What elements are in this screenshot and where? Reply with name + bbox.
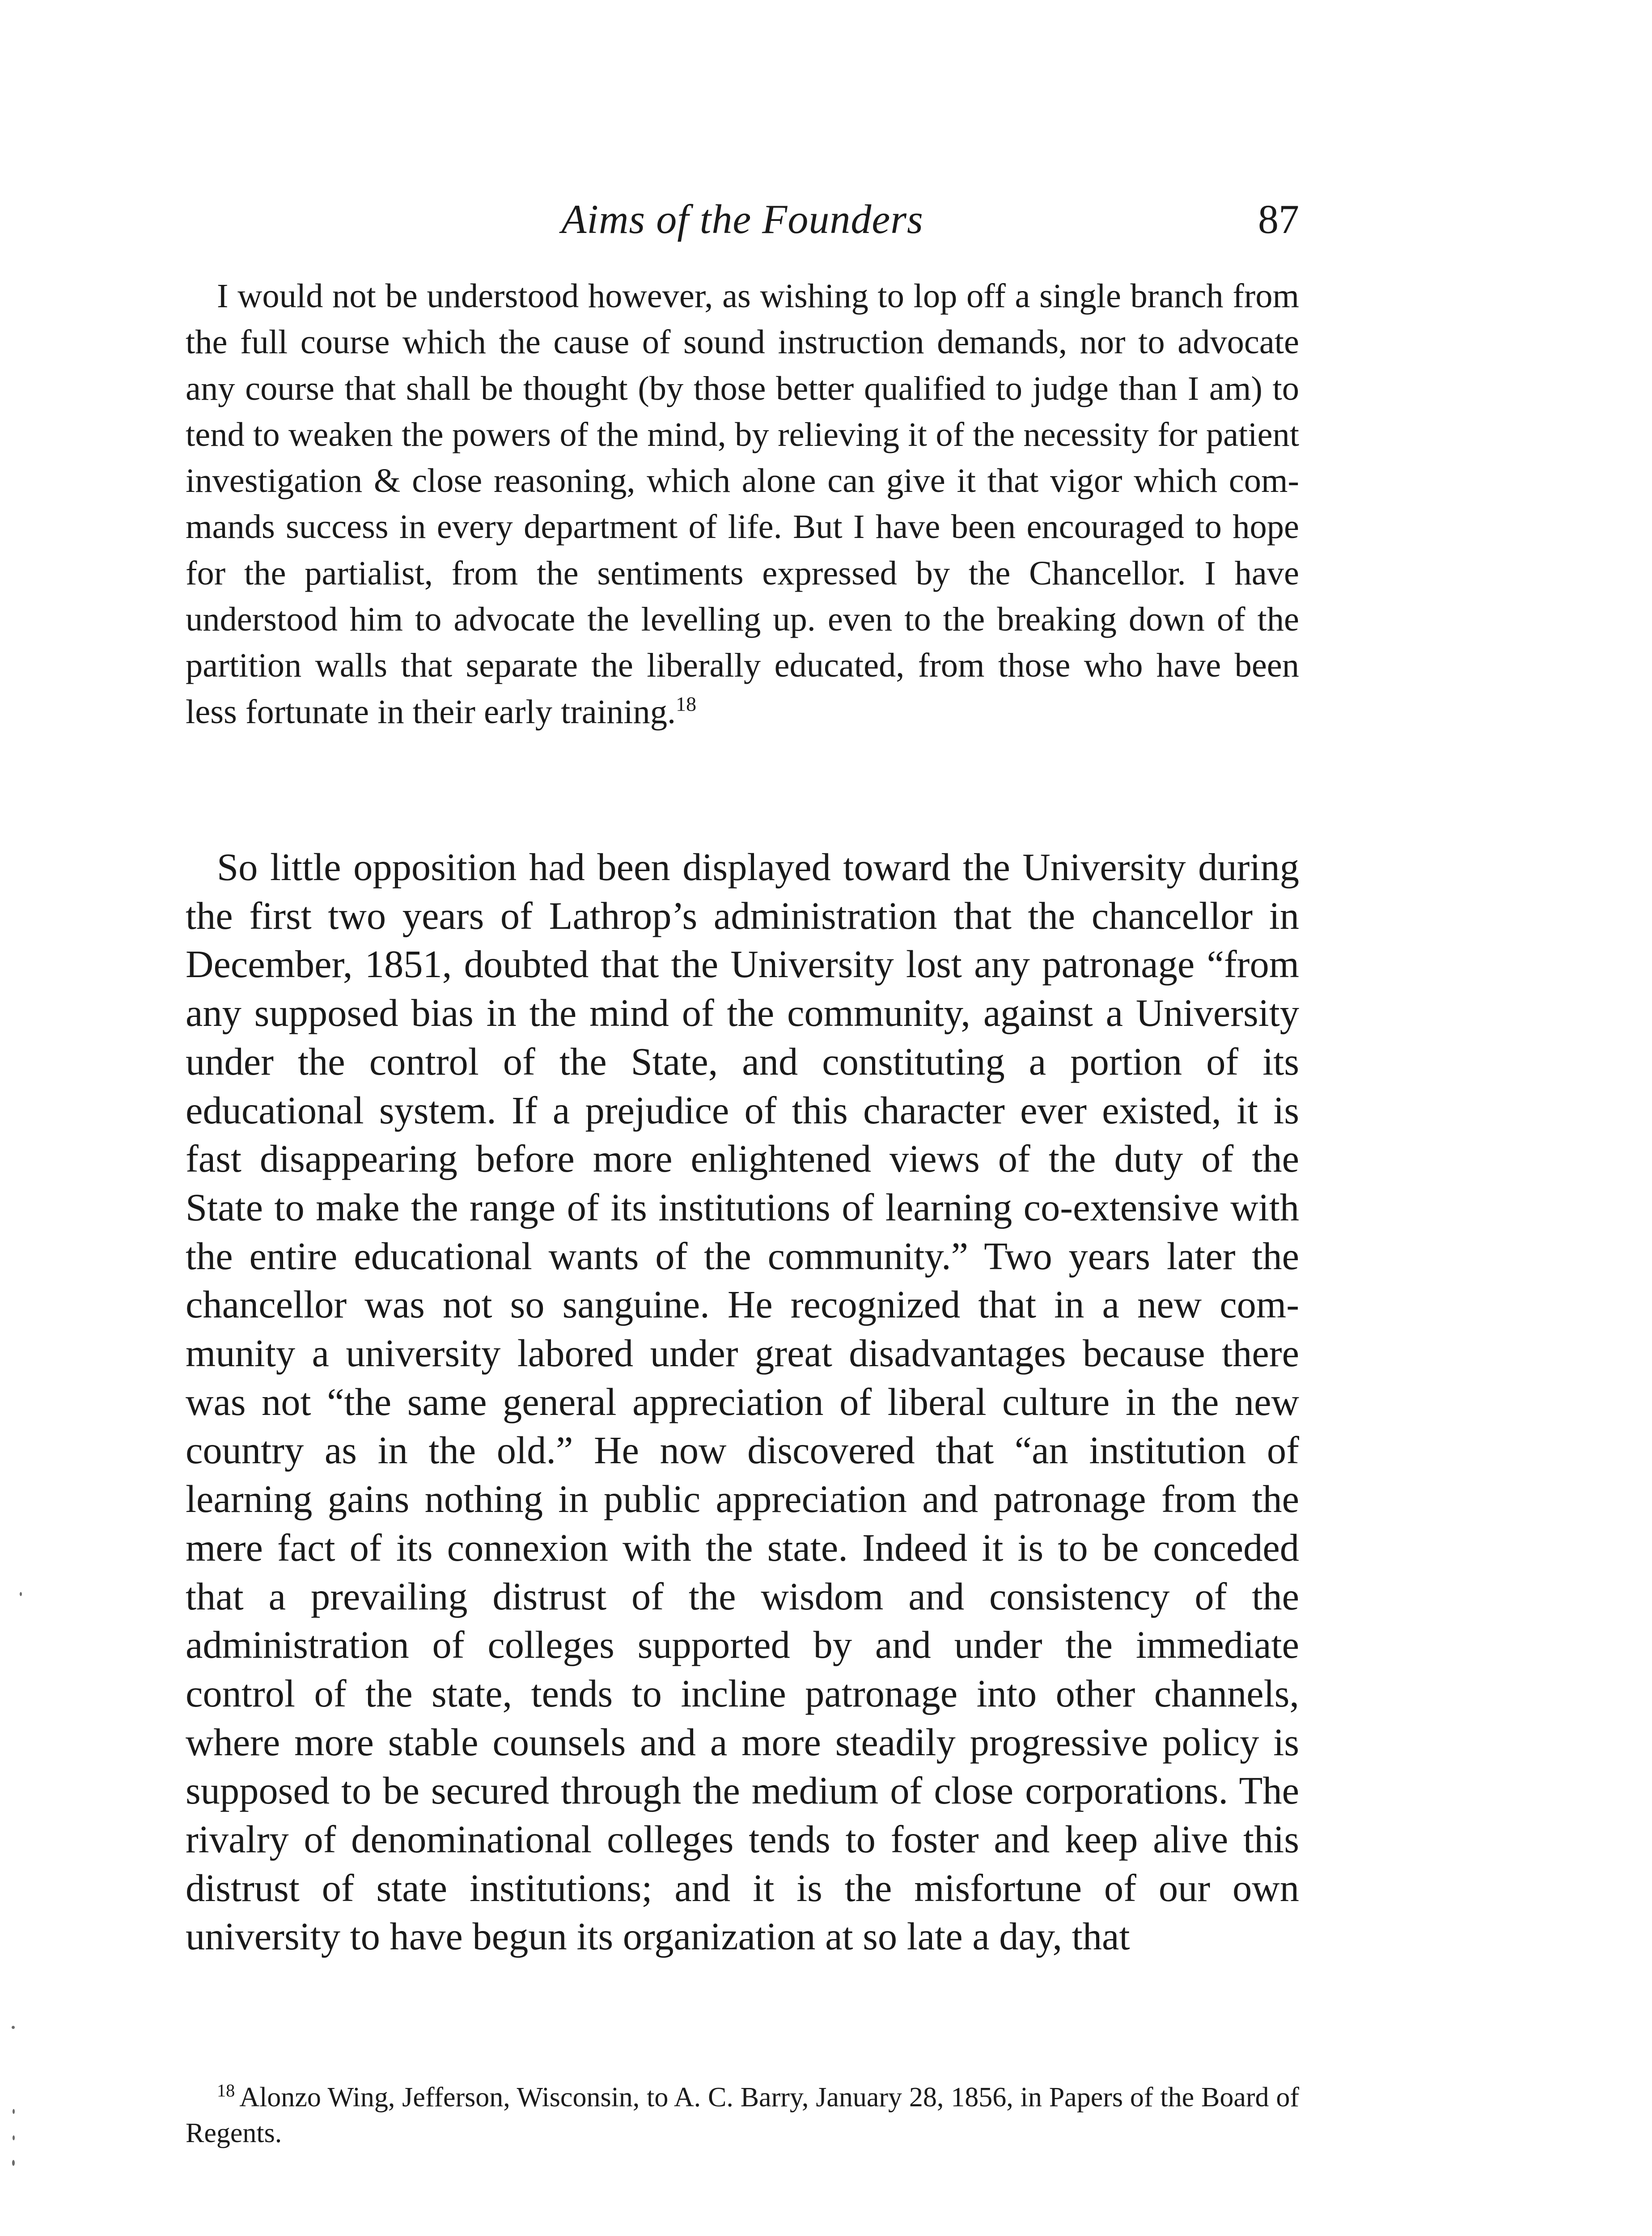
footnote-reference: 18 bbox=[676, 692, 697, 716]
footnote-number: 18 bbox=[217, 2080, 235, 2100]
block-quote-text: I would not be understood however, as wishing to lop off a single branch from the full course which the cause of sound instruction demands, nor to advocate any course that shall be thought (by those better qualified to judge than I am) to tend to weaken the powers of the mind, by relieving it of the necessity for patient investigation & close reasoning, which alone can give it that vigor which commands success in every department of life. But I have been encouraged to hope for the partialist, from the sentiments expressed by the Chancellor. I have understood him to advocate the levelling up. even to the breaking down of the partition walls that separate the liberally educated, from those who have been less fortunate in their early training. bbox=[186, 277, 1299, 731]
margin-speck bbox=[12, 2026, 15, 2029]
body-paragraph: So little opposition had been displayed toward the University during the first two years of Lathrop’s administration that the chancellor in December, 1851, doubted that the University lost any patronage “from any supposed bias in the mind of the community, against a University under the control of the State, and constituting a portion of its educational system. If a prejudice of this character ever existed, it is fast disappearing before more enlightened views of the duty of the State to make the range of its institutions of learning co-extensive with the entire educational wants of the community.” Two years later the chancellor was not so sanguine. He recognized that in a new community a university labored under great disadvantages because there was not “the same general appreciation of liberal culture in the new country as in the old.” He now discovered that “an institution of learning gains nothing in public appreciation and patronage from the mere fact of its connexion with the state. Indeed it is to be conceded that a prevailing distrust of the wisdom and consistency of the administration of colleges supported by and under the immediate control of the state, tends to incline patronage into other channels, where more stable counsels and a more steadily progressive policy is supposed to be secured through the medium of close corporations. The rivalry of denominational colleges tends to foster and keep alive this distrust of state institutions; and it is the misfortune of our own university to have begun its organization at so late a day, that bbox=[186, 846, 1299, 1958]
footnote bbox=[186, 2079, 1299, 2151]
footnote-text: Alonzo Wing, Jefferson, Wisconsin, to A. C. Barry, January 28, 1856, in Papers of the Board of Regents. bbox=[186, 2082, 1299, 2148]
running-head bbox=[186, 188, 1299, 250]
page-number: 87 bbox=[1258, 196, 1299, 242]
margin-speck bbox=[12, 2160, 15, 2166]
margin-speck bbox=[13, 2135, 15, 2140]
block-quote bbox=[186, 273, 1299, 735]
running-head-title: Aims of the Founders bbox=[561, 196, 923, 242]
margin-speck bbox=[20, 1592, 22, 1596]
margin-speck bbox=[13, 2109, 15, 2114]
